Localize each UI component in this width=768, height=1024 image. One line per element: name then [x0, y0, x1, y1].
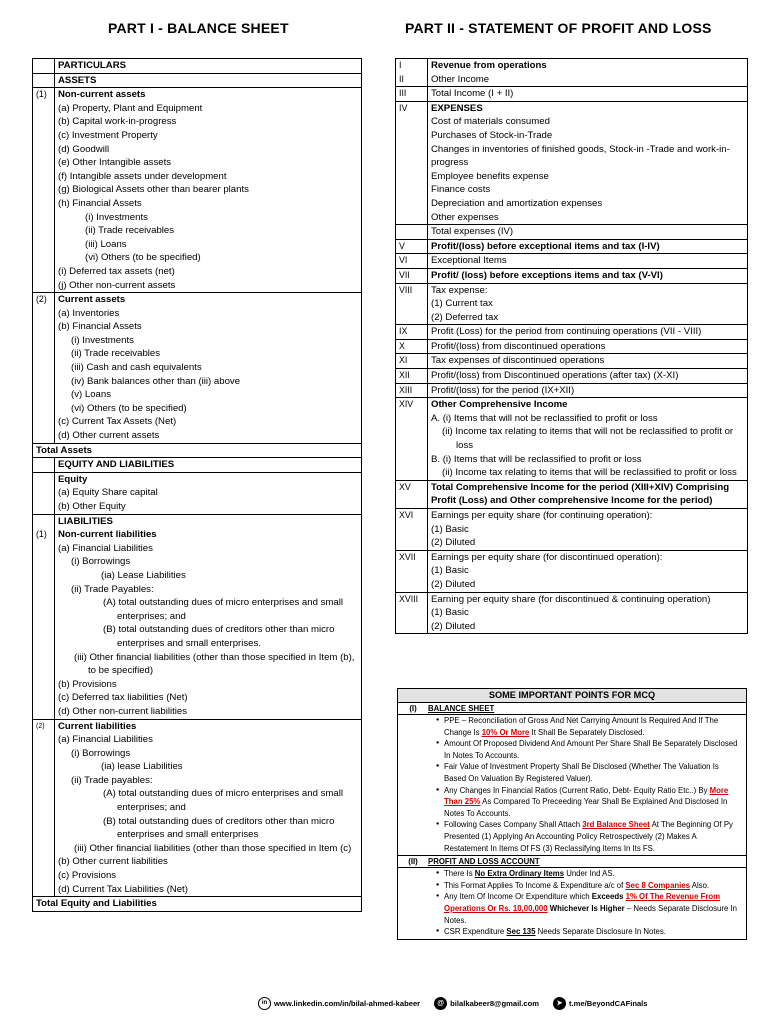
row-number: (1) — [33, 88, 55, 102]
list-item: B. (i) Items that will be reclassified to profit or loss — [428, 453, 748, 467]
list-item: (c) Investment Property — [55, 129, 362, 143]
email-link[interactable]: bilalkabeer8@gmail.com — [450, 999, 540, 1008]
mcq-box — [397, 688, 747, 940]
row-number: I — [396, 59, 428, 73]
pl-row: Tax expenses of discontinued operations — [428, 354, 748, 369]
list-item: (e) Other Intangible assets — [55, 156, 362, 170]
pl-row: Profit/(loss) before exceptional items and tax (I-IV) — [428, 239, 748, 254]
balance-sheet-table — [32, 58, 362, 912]
pl-row: Other Income — [428, 73, 748, 87]
list-item: (i) Borrowings — [55, 555, 362, 569]
list-item: ● There Is No Extra Ordinary Items Under Ind AS. — [436, 868, 742, 880]
list-item: (a) Inventories — [55, 307, 362, 321]
profit-loss-table — [395, 58, 748, 634]
total-assets: Total Assets — [33, 443, 362, 458]
list-item: (iii) Cash and cash equivalents — [55, 361, 362, 375]
list-item: (h) Financial Assets — [55, 197, 362, 211]
list-item: (a) Financial Liabilities — [55, 733, 362, 747]
linkedin-link[interactable]: www.linkedin.com/in/bilal-ahmed-kabeer — [274, 999, 421, 1008]
row-number: XVII — [396, 550, 428, 564]
pl-row: Earning per equity share (for discontinued & continuing operation) — [428, 592, 748, 606]
list-item: ● This Format Applies To Income & Expenditure a/c of Sec 8 Companies Also. — [436, 880, 742, 892]
row-number: IX — [396, 325, 428, 340]
list-item: (c) Current Tax Assets (Net) — [55, 415, 362, 429]
list-item: ● Amount Of Proposed Dividend And Amount Per Share Shall Be Separately Disclosed In Notes To Accounts. — [436, 738, 742, 761]
pl-row: Exceptional Items — [428, 254, 748, 269]
section-number: (I) — [409, 704, 417, 713]
list-item: (2) Diluted — [428, 620, 748, 634]
section-label: PROFIT AND LOSS ACCOUNT — [428, 857, 540, 867]
list-item: (2) Deferred tax — [428, 311, 748, 325]
pl-row: Profit (Loss) for the period from continuing operations (VII - VIII) — [428, 325, 748, 340]
list-item: ● CSR Expenditure Sec 135 Needs Separate Disclosure In Notes. — [436, 926, 742, 938]
row-number: III — [396, 87, 428, 102]
pl-row: Total Comprehensive Income for the period (XIII+XIV) Comprising Profit (Loss) and Other comprehensive Income for the period) — [428, 480, 748, 508]
list-item: (c) Deferred tax liabilities (Net) — [55, 691, 362, 705]
list-item: Finance costs — [428, 183, 748, 197]
list-item: (A) total outstanding dues of micro enterprises and small enterprises; and — [103, 788, 343, 814]
list-item: (2) Diluted — [428, 578, 748, 592]
row-number: XVIII — [396, 592, 428, 606]
eq-liab-header: EQUITY AND LIABILITIES — [55, 458, 362, 473]
list-item: (v) Loans — [55, 388, 362, 402]
list-item: (d) Other non-current liabilities — [55, 705, 362, 719]
mcq-title: SOME IMPORTANT POINTS FOR MCQ — [398, 689, 746, 703]
list-item: (i) Borrowings — [55, 747, 362, 761]
list-item: (1) Basic — [428, 606, 748, 620]
list-item: ● PPE – Reconciliation of Gross And Net Carrying Amount Is Required And If The Change Is 10% Or More It Shall Be Separately Disclosed. — [436, 715, 742, 738]
pl-row: Earnings per equity share (for continuing operation): — [428, 509, 748, 523]
email-icon: @ — [434, 997, 447, 1010]
pl-row: Profit/(loss) from discontinued operations — [428, 339, 748, 354]
list-item: (c) Provisions — [55, 869, 362, 883]
total-equity-liabilities: Total Equity and Liabilities — [33, 897, 362, 912]
pl-row: Profit/ (loss) before exceptions items and tax (V-VI) — [428, 268, 748, 283]
row-number: XVI — [396, 509, 428, 523]
row-number: X — [396, 339, 428, 354]
pl-row: Earnings per equity share (for discontinued operation): — [428, 550, 748, 564]
list-item: (B) total outstanding dues of creditors other than micro enterprises and small enterprises — [103, 815, 335, 841]
pl-row: Other Comprehensive Income — [428, 398, 748, 412]
pl-row: Revenue from operations — [428, 59, 748, 73]
list-item: (a) Property, Plant and Equipment — [55, 102, 362, 116]
section-label: BALANCE SHEET — [428, 704, 495, 713]
list-item: Employee benefits expense — [428, 170, 748, 184]
row-number: VII — [396, 268, 428, 283]
row-number: (2) — [33, 293, 55, 307]
list-item: (b) Other current liabilities — [55, 855, 362, 869]
row-number: VIII — [396, 283, 428, 297]
row-number: XIII — [396, 383, 428, 398]
pl-row: Profit/(loss) for the period (IX+XII) — [428, 383, 748, 398]
ncl-heading: Non-current liabilities — [55, 528, 362, 542]
row-number: IV — [396, 101, 428, 115]
list-item: Cost of materials consumed — [428, 115, 748, 129]
pl-points — [436, 868, 742, 939]
list-item: Changes in inventories of finished goods, Stock-in -Trade and work-in-progress — [428, 143, 748, 170]
equity-heading: Equity — [55, 472, 362, 486]
list-item: (2) Diluted — [428, 536, 748, 550]
ca-heading: Current assets — [55, 293, 362, 307]
nca-heading: Non-current assets — [55, 88, 362, 102]
row-number: VI — [396, 254, 428, 269]
row-number: XIV — [396, 398, 428, 412]
list-item: (d) Current Tax Liabilities (Net) — [55, 883, 362, 897]
list-item: Depreciation and amortization expenses — [428, 197, 748, 211]
list-item: (ii) Trade Payables: — [55, 583, 362, 597]
list-item: ● Any Changes In Financial Ratios (Current Ratio, Debt- Equity Ratio Etc..) By More Than 25% As Compared To Preceeding Year Shall Be Explained And Disclosed In Notes To Accounts. — [436, 785, 742, 820]
linkedin-icon: in — [258, 997, 271, 1010]
list-item: (iii) Loans — [55, 238, 362, 252]
list-item: ● Following Cases Company Shall Attach 3rd Balance Sheet At The Beginning Of Py Presented (1) Applying An Accounting Policy Retrospectively (2) Makes A Restatement In Items Of FS (3) Reclassifying Items In Its FS. — [436, 819, 742, 854]
liabilities-heading: LIABILITIES — [55, 514, 362, 528]
list-item: (ii) Trade payables: — [55, 774, 362, 788]
pl-row: Tax expense: — [428, 283, 748, 297]
list-item: (i) Deferred tax assets (net) — [55, 265, 362, 279]
list-item: (a) Equity Share capital — [55, 486, 362, 500]
list-item: (b) Other Equity — [55, 500, 362, 514]
mcq-section-pl — [398, 855, 746, 868]
list-item: (g) Biological Assets other than bearer plants — [55, 183, 362, 197]
pl-row: EXPENSES — [428, 101, 748, 115]
list-item: (B) total outstanding dues of creditors other than micro enterprises and small enterprises. — [103, 624, 335, 649]
row-number: V — [396, 239, 428, 254]
list-item: (b) Capital work-in-progress — [55, 115, 362, 129]
row-number: (1) — [33, 528, 55, 542]
row-number: XV — [396, 480, 428, 508]
list-item: (ii) Income tax relating to items that will not be reclassified to profit or loss — [442, 426, 734, 452]
list-item: (A) total outstanding dues of micro enterprises and small enterprises; and — [103, 597, 343, 622]
row-number: XII — [396, 369, 428, 384]
pl-row: Profit/(loss) from Discontinued operations (after tax) (X-XI) — [428, 369, 748, 384]
list-item: (b) Financial Assets — [55, 320, 362, 334]
list-item: (iii) Other financial liabilities (other than those specified in Item (c) — [74, 842, 352, 854]
telegram-link[interactable]: t.me/BeyondCAFinals — [569, 999, 648, 1008]
particulars-header: PARTICULARS — [55, 59, 362, 74]
assets-header: ASSETS — [55, 73, 362, 88]
list-item: (1) Current tax — [428, 297, 748, 311]
list-item: (f) Intangible assets under development — [55, 170, 362, 184]
section-number: (II) — [408, 857, 418, 867]
list-item: (ia) lease Liabilities — [55, 760, 362, 774]
list-item: (1) Basic — [428, 564, 748, 578]
list-item: (i) Investments — [55, 334, 362, 348]
list-item: ● Any Item Of Income Or Expenditure which Exceeds 1% Of The Revenue From Operations Or Rs. 10,00,000 Whichever Is Higher – Needs Separate Disclosure In Notes. — [436, 891, 742, 926]
mcq-section-balance-sheet — [398, 703, 746, 715]
list-item: (vi) Others (to be specified) — [55, 251, 362, 265]
list-item: (ia) Lease Liabilities — [55, 569, 362, 583]
list-item: A. (i) Items that will not be reclassified to profit or loss — [428, 412, 748, 426]
list-item: (j) Other non-current assets — [55, 279, 362, 293]
balance-sheet-title: PART I - BALANCE SHEET — [108, 20, 289, 36]
footer — [258, 997, 648, 1010]
list-item: (ii) Income tax relating to items that will be reclassified to profit or loss — [442, 467, 737, 479]
row-number: XI — [396, 354, 428, 369]
list-item: (1) Basic — [428, 523, 748, 537]
list-item: (a) Financial Liabilities — [55, 542, 362, 556]
row-number: (2) — [33, 719, 55, 733]
list-item: (vi) Others (to be specified) — [55, 402, 362, 416]
telegram-icon: ➤ — [553, 997, 566, 1010]
bs-points — [436, 715, 742, 855]
list-item: Other expenses — [428, 211, 748, 225]
list-item: (d) Other current assets — [55, 429, 362, 443]
list-item: (ii) Trade receivables — [55, 224, 362, 238]
row-number: II — [396, 73, 428, 87]
pl-title: PART II - STATEMENT OF PROFIT AND LOSS — [405, 20, 712, 36]
list-item: (i) Investments — [55, 211, 362, 225]
list-item: (d) Goodwill — [55, 143, 362, 157]
cl-heading: Current liabilities — [55, 719, 362, 733]
list-item: (ii) Trade receivables — [55, 347, 362, 361]
list-item: (b) Provisions — [55, 678, 362, 692]
list-item: Purchases of Stock-in-Trade — [428, 129, 748, 143]
pl-row: Total expenses (IV) — [428, 225, 748, 240]
list-item: ● Fair Value of Investment Property Shall Be Disclosed (Whether The Valuation Is Based On Valuation By Registered Valuer). — [436, 761, 742, 784]
list-item: (iv) Bank balances other than (iii) above — [55, 375, 362, 389]
list-item: (iii) Other financial liabilities (other than those specified in Item (b), to be specified) — [74, 651, 355, 677]
pl-row: Total Income (I + II) — [428, 87, 748, 102]
